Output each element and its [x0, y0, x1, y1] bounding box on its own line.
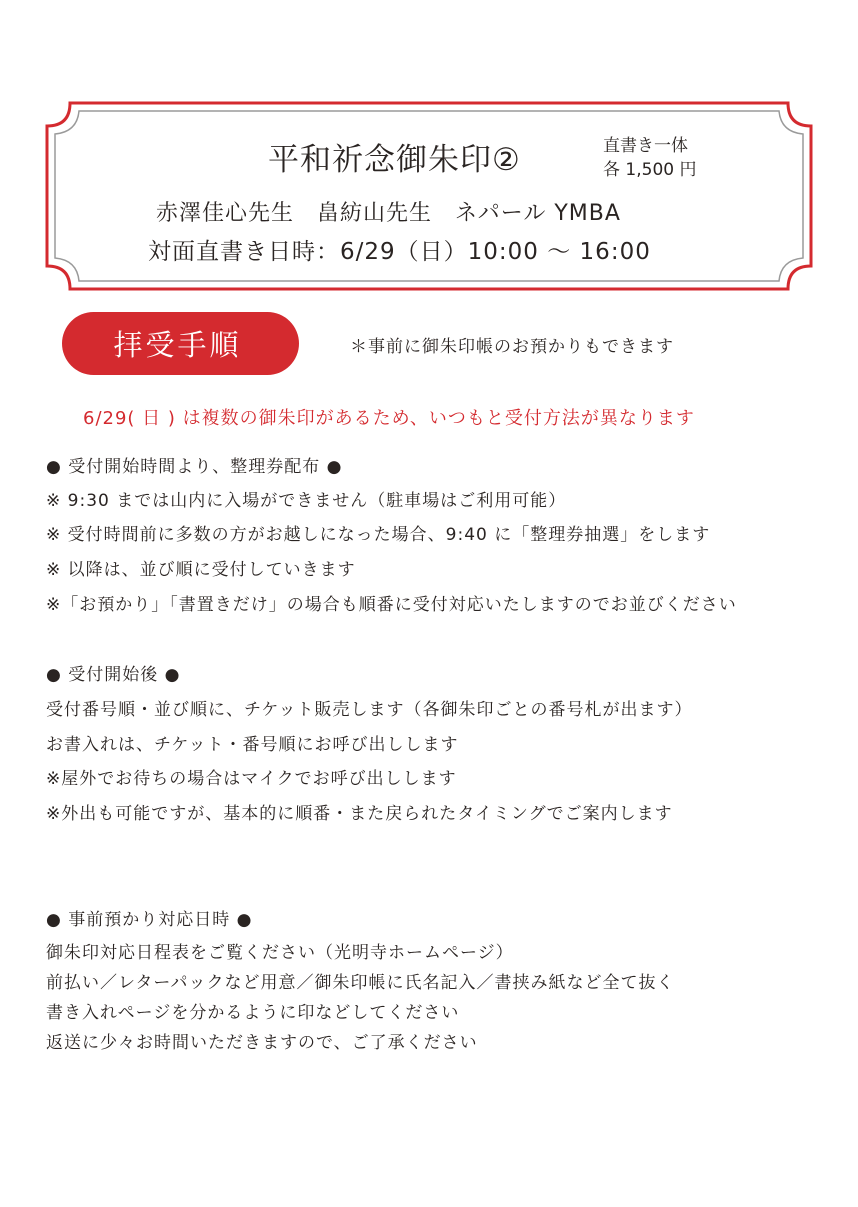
section3-line: 前払い／レターパックなど用意／御朱印帳に氏名記入／書挟み紙など全て抜く — [46, 973, 675, 993]
section3-line: 書き入れページを分かるように印などしてください — [46, 1003, 460, 1023]
section3-line: 返送に少々お時間いただきますので、ご了承ください — [46, 1033, 478, 1053]
page-title: 平和祈念御朱印② — [268, 142, 521, 178]
section1-line: ※ 9:30 までは山内に入場ができません（駐車場はご利用可能） — [46, 491, 567, 511]
section2-line: 受付番号順・並び順に、チケット販売します（各御朱印ごとの番号札が出ます） — [46, 700, 693, 720]
notice-red: 6/29( 日 ) は複数の御朱印があるため、いつもと受付方法が異なります — [83, 408, 695, 429]
price-line-2: 各 1,500 円 — [603, 160, 697, 180]
section2-heading: ● 受付開始後 ● — [46, 665, 181, 685]
section2-line: ※外出も可能ですが、基本的に順番・また戻られたタイミングでご案内します — [46, 804, 673, 824]
section3-line: 御朱印対応日程表をご覧ください（光明寺ホームページ） — [46, 943, 514, 963]
section1-line: ※「お預かり」「書置きだけ」の場合も順番に受付対応いたしますのでお並びください — [46, 595, 737, 615]
section2-line: ※屋外でお待ちの場合はマイクでお呼び出しします — [46, 769, 457, 789]
section1-heading: ● 受付開始時間より、整理券配布 ● — [46, 457, 343, 477]
teachers-line: 赤澤佳心先生 畠紡山先生 ネパール YMBA — [156, 201, 621, 226]
datetime-line: 対面直書き日時：6/29（日）10:00 ～ 16:00 — [148, 239, 651, 265]
price-line-1: 直書き一体 — [603, 136, 688, 156]
price-note — [603, 134, 696, 182]
procedure-badge — [62, 312, 299, 375]
procedure-badge-label: 拝受手順 — [113, 328, 242, 362]
advance-note: ＊事前に御朱印帳のお預かりもできます — [350, 337, 674, 357]
section3-heading: ● 事前預かり対応日時 ● — [46, 910, 253, 930]
section1-line: ※ 受付時間前に多数の方がお越しになった場合、9:40 に「整理券抽選」をします — [46, 525, 711, 545]
section2-line: お書入れは、チケット・番号順にお呼び出しします — [46, 735, 459, 755]
section1-line: ※ 以降は、並び順に受付していきます — [46, 560, 356, 580]
